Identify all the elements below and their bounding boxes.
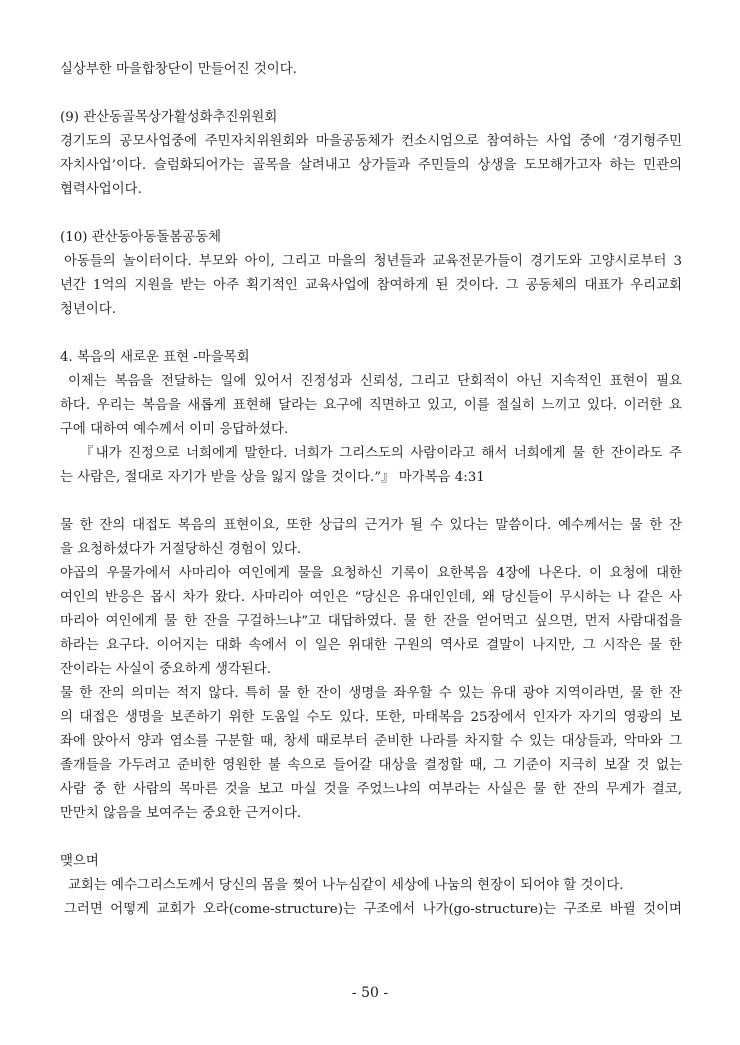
paragraph-line: 구에 대하여 예수께서 이미 응답하셨다. [60,422,289,437]
paragraph-line: 졸개들을 가두려고 준비한 영원한 불 속으로 들어갈 대상을 결정할 때, 그 기준이 지극히 보잘 것 없는 [60,758,682,773]
paragraph-line: 잔이라는 사실이 중요하게 생각된다. [60,662,272,677]
document-page [60,58,682,922]
paragraph-line: 물 한 잔의 대접도 복음의 표현이요, 또한 상급의 근거가 될 수 있다는 말씀이다. 예수께서는 물 한 잔 [60,518,682,533]
paragraph-line: 하다. 우리는 복음을 새롭게 표현해 달라는 요구에 직면하고 있고, 이를 절실히 느끼고 있다. 이러한 요 [60,398,682,413]
paragraph-line: 사람 중 한 사람의 목마른 것을 보고 마실 것을 주었느냐의 여부라는 사실은 물 한 잔의 무게가 결코, [60,782,682,797]
paragraph-line: 경기도의 공모사업중에 주민자치위원회와 마을공동체가 컨소시엄으로 참여하는 사업 중에 ‘경기형주민 [60,134,682,149]
section-heading-4: 4. 복음의 새로운 표현 -마을목회 [60,350,250,365]
section-heading-9: (9) 관산동골목상가활성화추진위원회 [60,110,278,125]
paragraph-line: 야곱의 우물가에서 사마리아 여인에게 물을 요청하신 기록이 요한복음 4장에 나온다. 이 요청에 대한 [60,566,682,581]
paragraph-line: 물 한 잔의 의미는 적지 않다. 특히 물 한 잔이 생명을 좌우할 수 있는 유대 광야 지역이라면, 물 한 잔 [60,686,682,701]
paragraph-line: 이제는 복음을 전달하는 일에 있어서 진정성과 신뢰성, 그리고 단회적이 아닌 지속적인 표현이 필요 [68,374,682,389]
paragraph-line: 하라는 요구다. 이어지는 대화 속에서 이 일은 위대한 구원의 역사로 결말이 나지만, 그 시작은 물 한 [60,638,682,653]
paragraph-line: 아동들의 놀이터이다. 부모와 아이, 그리고 마을의 청년들과 교육전문가들이 경기도와 고양시로부터 3 [64,254,682,269]
paragraph-line: 교회는 예수그리스도께서 당신의 몸을 찢어 나누심같이 세상에 나눔의 현장이 되어야 할 것이다. [68,878,624,893]
paragraph-line: 그러면 어떻게 교회가 오라(come-structure)는 구조에서 나가(go-structure)는 구조로 바뀔 것이며 [64,902,682,917]
paragraph-line: 의 대접은 생명을 보존하기 위한 도움일 수도 있다. 또한, 마태복음 25장에서 인자가 자기의 영광의 보 [60,710,682,725]
paragraph-line: 실상부한 마을합창단이 만들어진 것이다. [60,62,297,77]
paragraph-line: 좌에 앉아서 양과 염소를 구분할 때, 창세 때로부터 준비한 나라를 차지할 수 있는 대상들과, 악마와 그 [60,734,682,749]
section-heading-10: (10) 관산동아동돌봄공동체 [60,230,222,245]
paragraph-line: 협력사업이다. [60,182,142,197]
paragraph-line: 만만치 않음을 보여주는 중요한 근거이다. [60,806,302,821]
paragraph-line: 여인의 반응은 몹시 차가 왔다. 사마리아 여인은 “당신은 유대인인데, 왜 당신들이 무시하는 나 같은 사 [60,590,682,605]
paragraph-line: 을 요청하셨다가 거절당하신 경험이 있다. [60,542,302,557]
paragraph-line: 년간 1억의 지원을 받는 아주 획기적인 교육사업에 참여하게 된 것이다. 그 공동체의 대표가 우리교회 [60,278,682,293]
paragraph-line: 청년이다. [60,302,116,317]
scripture-quote-line: 『내가 진정으로 너희에게 말한다. 너희가 그리스도의 사람이라고 해서 너희에게 물 한 잔이라도 주 [80,446,682,461]
scripture-quote-line: 는 사람은, 절대로 자기가 받을 상을 잃지 않을 것이다.”』 마가복음 4:31 [60,470,485,485]
paragraph-line: 마리아 여인에게 물 한 잔을 구걸하느냐”고 대답하였다. 물 한 잔을 얻어먹고 싶으면, 먼저 사람대접을 [60,614,682,629]
page-number: - 50 - [351,985,389,1001]
paragraph-line: 자치사업’이다. 슬럼화되어가는 골목을 살려내고 상가들과 주민들의 상생을 도모해가고자 하는 민관의 [60,158,682,173]
closing-heading: 맺으며 [60,854,99,869]
